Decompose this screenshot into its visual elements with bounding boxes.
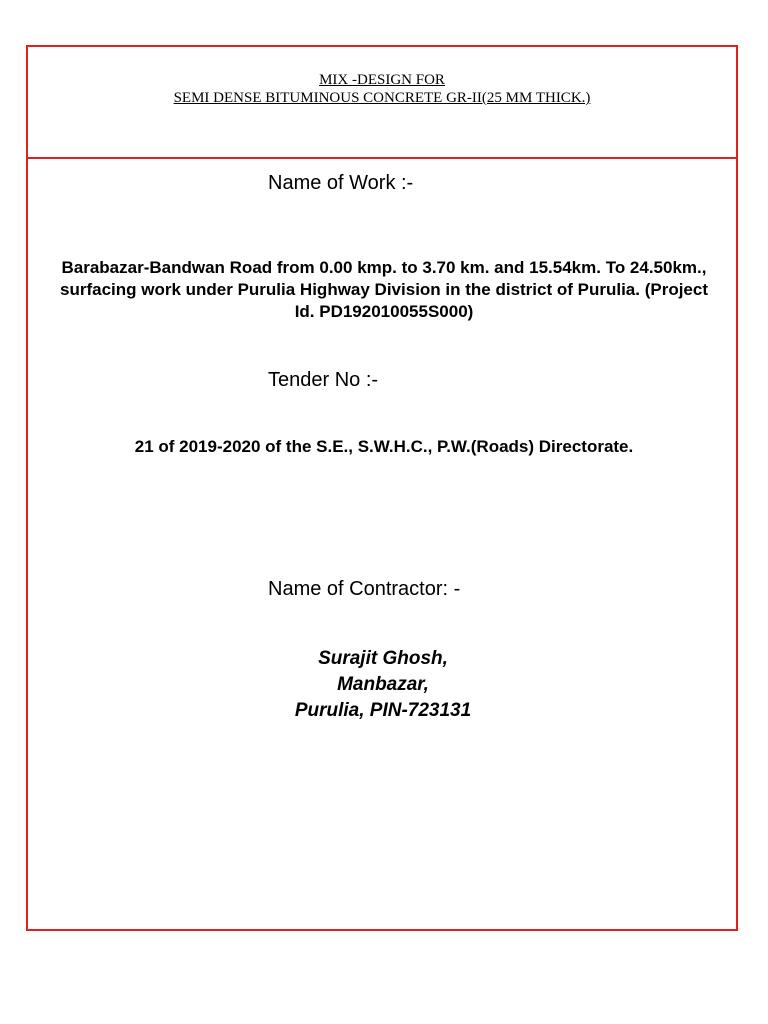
- title-section: [28, 47, 736, 159]
- name-of-work-label: Name of Work :-: [268, 172, 414, 194]
- contractor-label: Name of Contractor: -: [268, 578, 461, 600]
- tender-no-label: Tender No :-: [268, 369, 379, 391]
- tender-no-text: 21 of 2019-2020 of the S.E., S.W.H.C., P.W.(Roads) Directorate.: [134, 437, 634, 456]
- contractor-name: Surajit Ghosh,: [318, 648, 448, 669]
- contractor-locality: Manbazar,: [337, 674, 429, 695]
- contractor-address: [258, 646, 508, 724]
- document-frame: [26, 45, 738, 931]
- name-of-work-text: Barabazar-Bandwan Road from 0.00 kmp. to 3.70 km. and 15.54km. To 24.50km., surfacing work under Purulia Highway Division in the district of Purulia. (Project Id. PD192010055S000): [60, 258, 708, 321]
- title-line-1: MIX -DESIGN FOR: [319, 72, 445, 88]
- contractor-pin: Purulia, PIN-723131: [294, 700, 472, 721]
- title-line-2: SEMI DENSE BITUMINOUS CONCRETE GR-II(25 MM THICK.): [173, 90, 591, 106]
